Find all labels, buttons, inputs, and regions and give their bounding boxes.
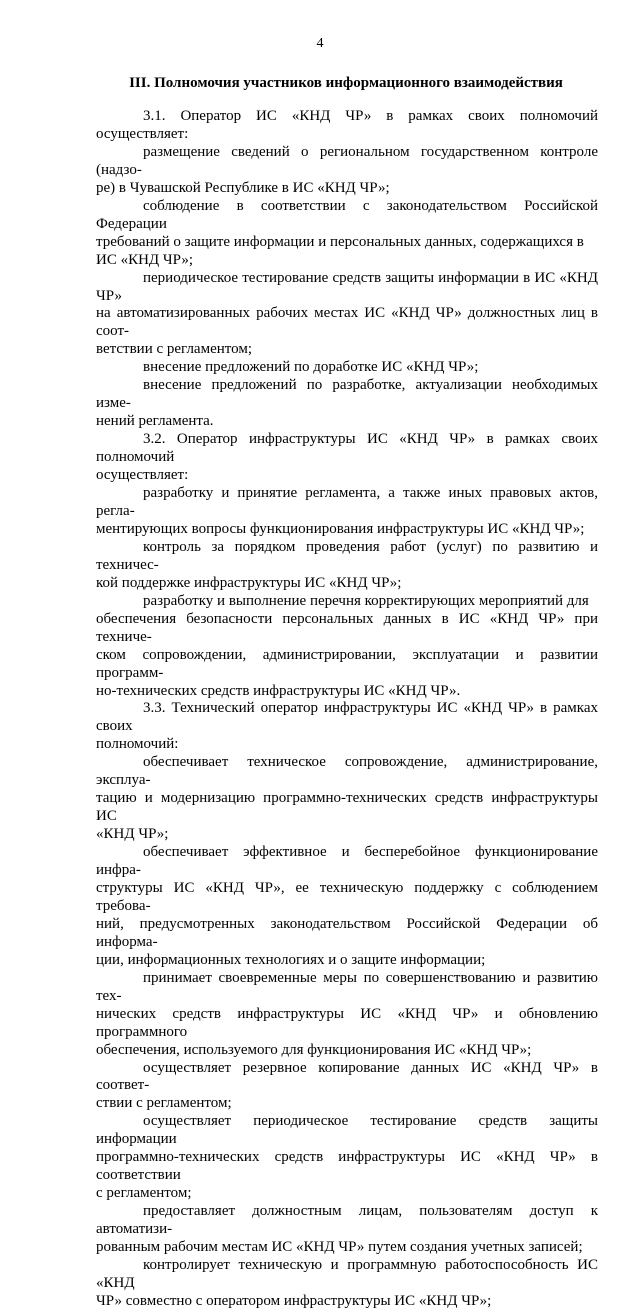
document-body — [96, 108, 598, 1311]
paragraph: принимает своевременные меры по совершенствованию и развитию тех- нических средств инфраструктуры ИС «КНД ЧР» и обновлению программного обеспечения, используемого для функционирования ИС «КНД ЧР»; — [96, 969, 598, 1058]
paragraph: периодическое тестирование средств защиты информации в ИС «КНД ЧР» на автоматизированных рабочих местах ИС «КНД ЧР» должностных лиц в соот- ветствии с регламентом; — [96, 269, 598, 358]
paragraph: соблюдение в соответствии с законодательством Российской Федерации требований о защите информации и персональных данных, содержащихся в ИС «КНД ЧР»; — [96, 197, 598, 268]
paragraph: обеспечивает техническое сопровождение, администрирование, эксплуа- тацию и модернизацию программно-технических средств инфраструктуры ИС «КНД ЧР»; — [96, 754, 598, 843]
paragraph: контролирует техническую и программную работоспособность ИС «КНД ЧР» совместно с оператором инфраструктуры ИС «КНД ЧР»; — [96, 1257, 598, 1309]
paragraph: 3.1. Оператор ИС «КНД ЧР» в рамках своих полномочий осуществляет: — [96, 108, 598, 142]
paragraph: предоставляет должностным лицам, пользователям доступ к автоматизи- рованным рабочим местам ИС «КНД ЧР» путем создания учетных записей; — [96, 1203, 598, 1256]
paragraph: разработку и выполнение перечня корректирующих мероприятий для обеспечения безопасности персональных данных в ИС «КНД ЧР» при техниче- ском сопровождении, администрировании, эксплуатации и развитии программ- но-технических средств инфраструктуры ИС «КНД ЧР». — [96, 592, 598, 699]
paragraph: контроль за порядком проведения работ (услуг) по развитию и техничес- кой поддержке инфраструктуры ИС «КНД ЧР»; — [96, 538, 598, 591]
paragraph: осуществляет резервное копирование данных ИС «КНД ЧР» в соответ- ствии с регламентом; — [96, 1059, 598, 1112]
paragraph: размещение сведений о региональном государственном контроле (надзо- ре) в Чувашской Республике в ИС «КНД ЧР»; — [96, 143, 598, 196]
paragraph: 3.3. Технический оператор инфраструктуры ИС «КНД ЧР» в рамках своих полномочий: — [96, 700, 598, 753]
section-title: III. Полномочия участников информационного взаимодействия — [129, 75, 563, 91]
paragraph: обеспечивает эффективное и бесперебойное функционирование инфра- структуры ИС «КНД ЧР», ее техническую поддержку с соблюдением требова- ний, предусмотренных законодательством Российской Федерации об информа- ции, информационных технологиях и о защите информации; — [96, 844, 598, 968]
paragraph: 3.2. Оператор инфраструктуры ИС «КНД ЧР» в рамках своих полномочий осуществляет: — [96, 431, 598, 484]
page-number: 4 — [316, 36, 324, 51]
paragraph: внесение предложений по разработке, актуализации необходимых изме- нений регламента. — [96, 377, 598, 430]
paragraph: осуществляет периодическое тестирование средств защиты информации программно-технических средств инфраструктуры ИС «КНД ЧР» в соответствии с регламентом; — [96, 1113, 598, 1202]
paragraph: разработку и принятие регламента, а также иных правовых актов, регла- ментирующих вопросы функционирования инфраструктуры ИС «КНД ЧР»; — [96, 485, 598, 537]
paragraph: внесение предложений по доработке ИС «КНД ЧР»; — [143, 359, 479, 376]
